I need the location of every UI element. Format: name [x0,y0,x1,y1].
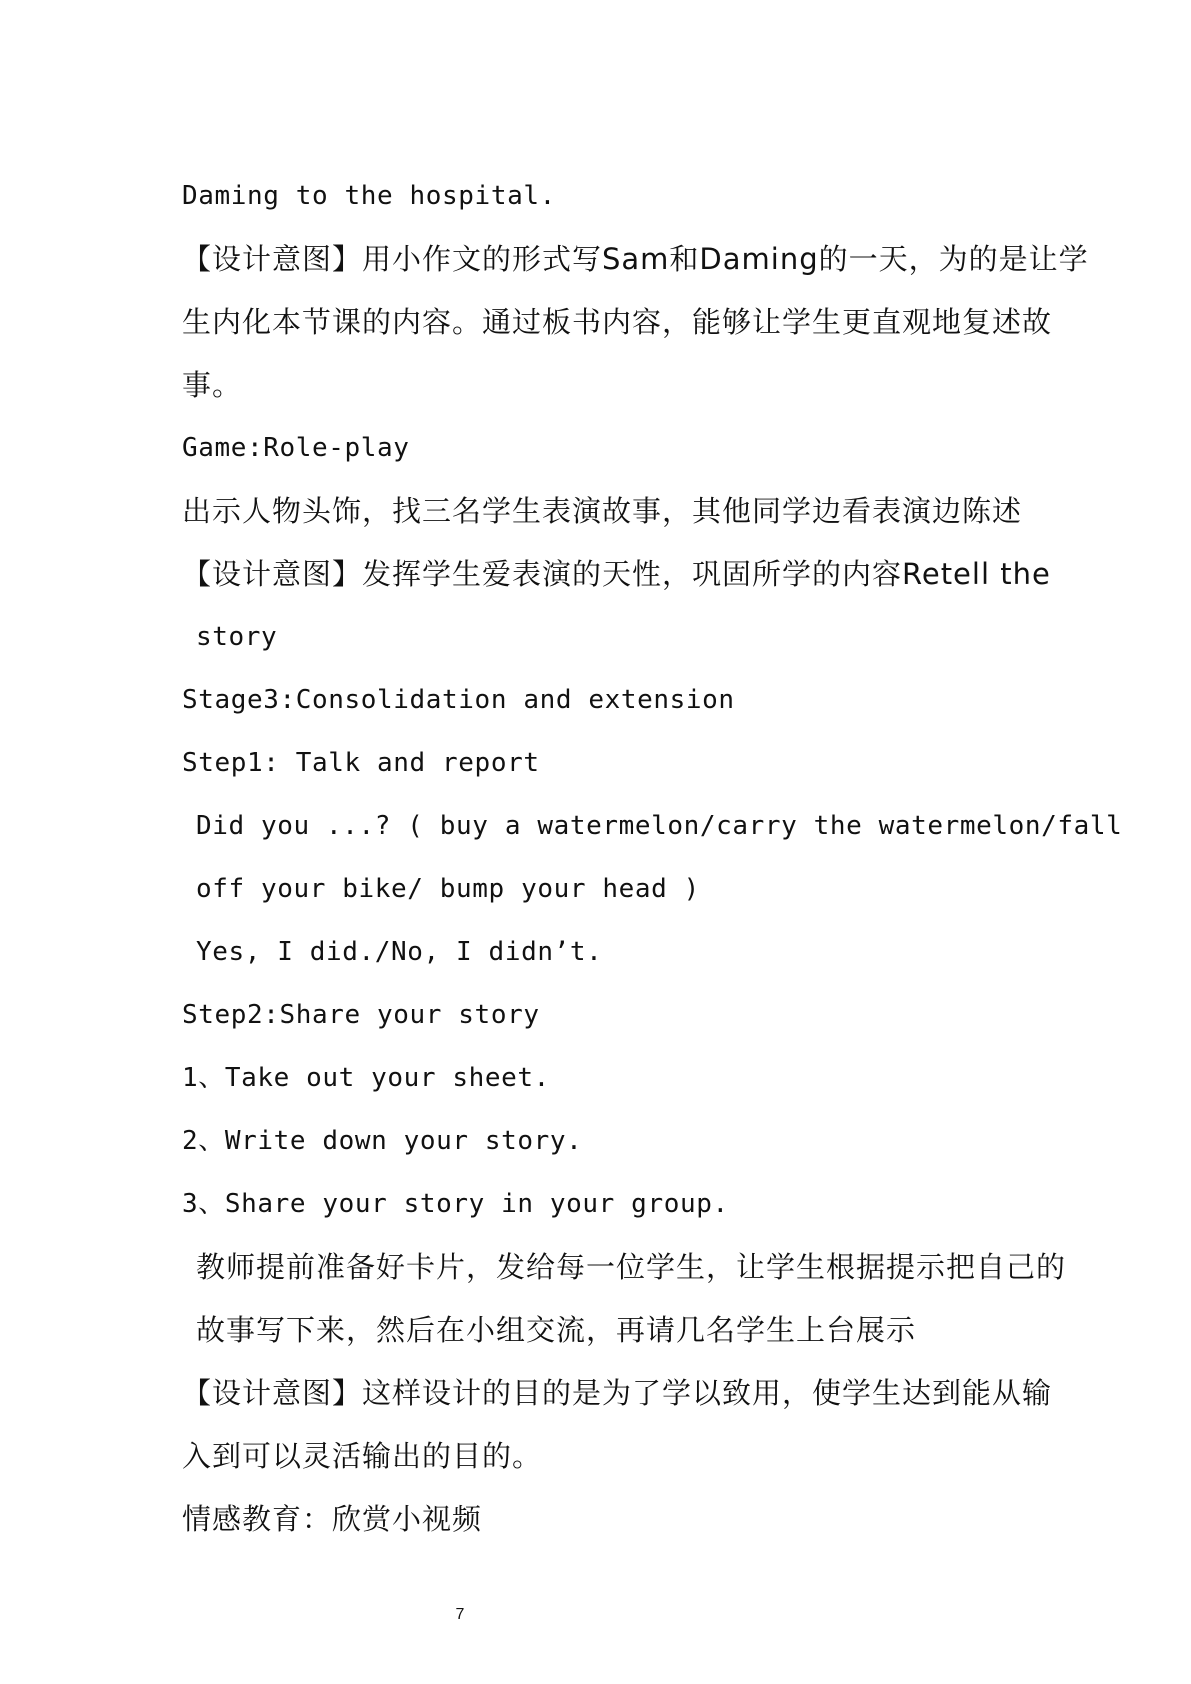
step-heading: Step1: Talk and report [182,748,540,778]
list-item: 3、Share your story in your group. [182,1189,729,1219]
body-line: Daming to the hospital. [182,181,556,211]
step-heading: Step2:Share your story [182,1000,540,1030]
game-heading: Game:Role-play [182,433,410,463]
dialogue-line: Yes, I did./No, I didn’t. [196,937,603,967]
page-number: 7 [455,1606,465,1623]
dialogue-line: Did you ...? ( buy a watermelon/carry the watermelon/fall [196,811,1123,841]
stage-heading: Stage3:Consolidation and extension [182,685,735,715]
body-line: 故事写下来，然后在小组交流，再请几名学生上台展示 [196,1313,917,1347]
body-line: 教师提前准备好卡片，发给每一位学生，让学生根据提示把自己的 [196,1250,1067,1284]
section-heading: 情感教育：欣赏小视频 [182,1502,483,1536]
body-line: 事。 [182,368,243,402]
design-intent-line: 【设计意图】这样设计的目的是为了学以致用，使学生达到能从输 [182,1376,1053,1410]
design-intent-line: 【设计意图】用小作文的形式写Sam和Daming的一天，为的是让学 [182,242,1089,276]
list-item: 1、Take out your sheet. [182,1063,550,1093]
body-line: story [196,622,278,652]
body-line: 生内化本节课的内容。通过板书内容，能够让学生更直观地复述故 [182,305,1053,339]
document-body [182,165,1123,1551]
body-line: 出示人物头饰，找三名学生表演故事，其他同学边看表演边陈述 [182,494,1023,528]
design-intent-line: 【设计意图】发挥学生爱表演的天性，巩固所学的内容Retell the [182,557,1051,591]
body-line: 入到可以灵活输出的目的。 [182,1439,543,1473]
dialogue-line: off your bike/ bump your head ) [196,874,700,904]
list-item: 2、Write down your story. [182,1126,583,1156]
